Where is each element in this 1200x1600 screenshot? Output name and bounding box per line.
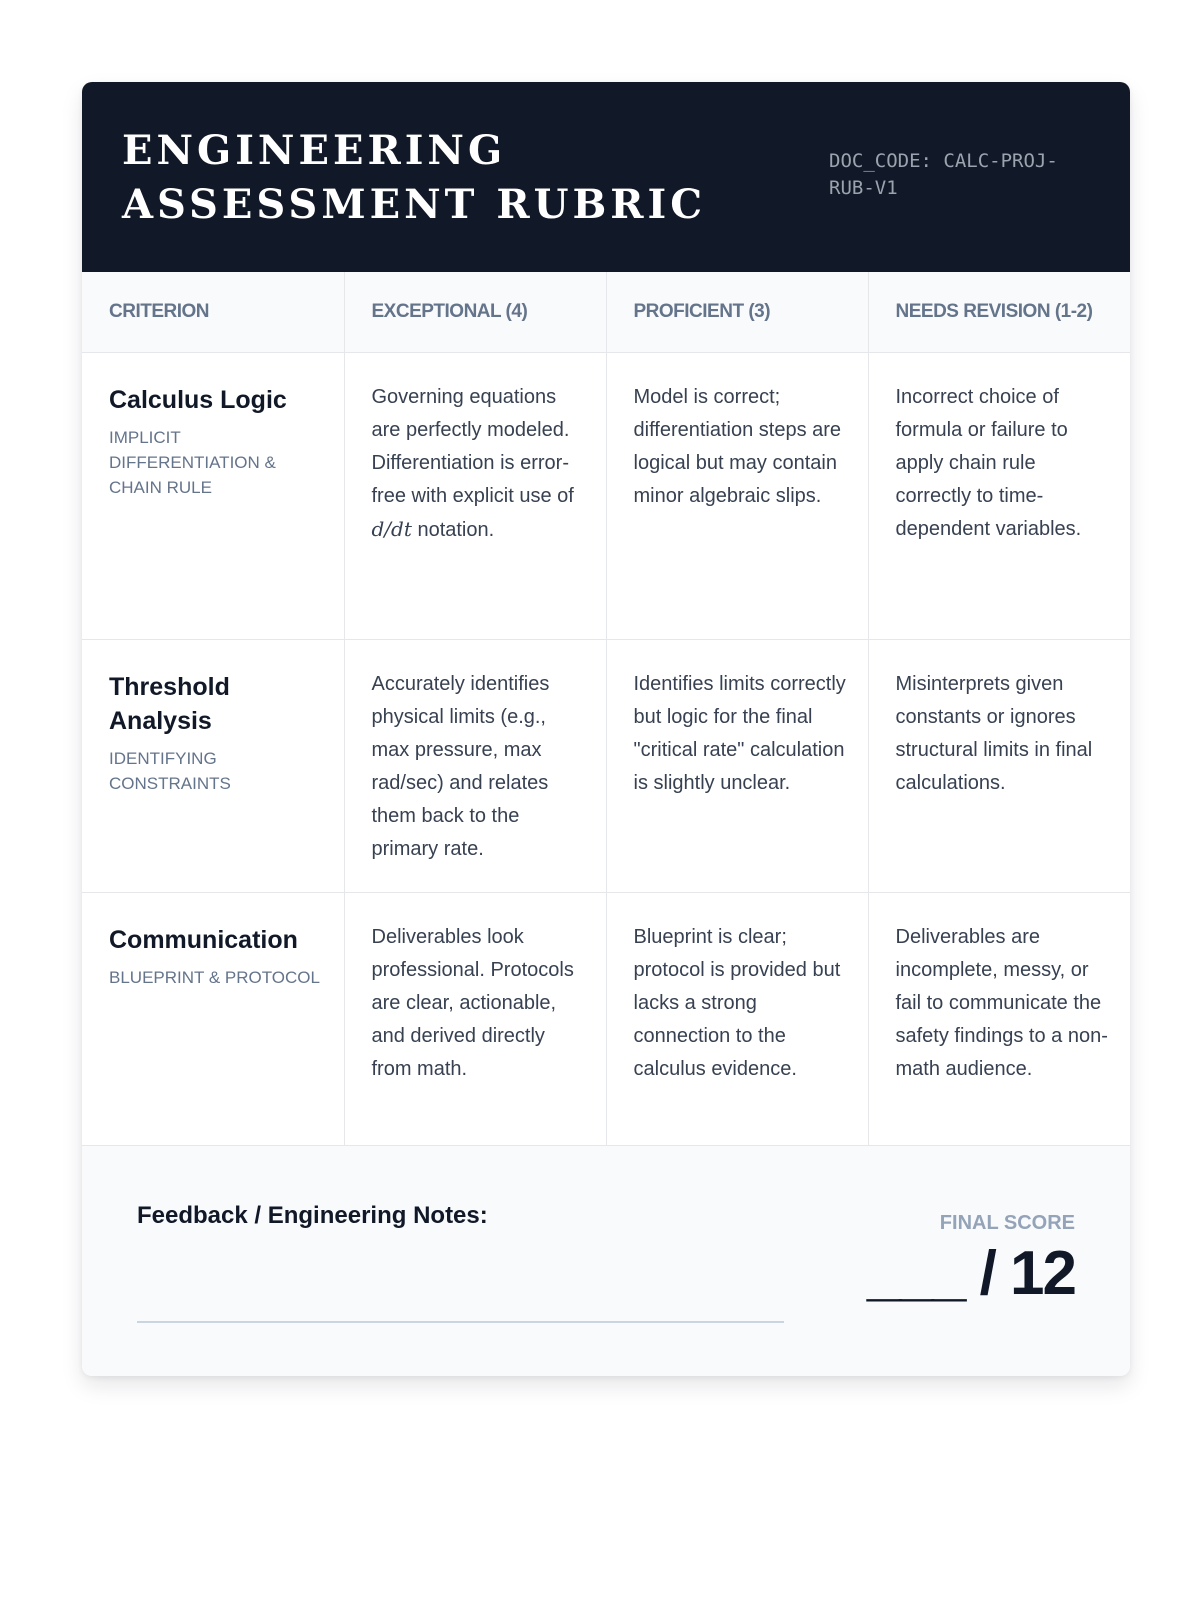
proficient-cell: Model is correct; differentiation steps are logical but may contain minor algebraic slips. xyxy=(606,353,868,640)
proficient-cell: Blueprint is clear; protocol is provided but lacks a strong connection to the calculus evidence. xyxy=(606,893,868,1146)
criterion-cell xyxy=(82,893,344,1146)
exceptional-cell xyxy=(344,353,606,640)
criterion-name: Threshold Analysis xyxy=(109,673,230,735)
criterion-subtitle: BLUEPRINT & PROTOCOL xyxy=(109,968,320,987)
table-header-row xyxy=(82,272,1130,353)
feedback-label: Feedback / Engineering Notes: xyxy=(137,1202,488,1229)
criterion-cell xyxy=(82,640,344,893)
exceptional-text: Governing equations are perfectly modeled. Differentiation is error-free with explicit use of xyxy=(371,386,574,507)
exceptional-text-end: notation. xyxy=(411,519,495,541)
criterion-cell xyxy=(82,353,344,640)
criterion-name: Communication xyxy=(109,926,298,954)
page-title: ENGINEERING ASSESSMENT RUBRIC xyxy=(122,127,707,228)
final-score-value: ___ / 12 xyxy=(866,1239,1075,1308)
rubric-footer xyxy=(82,1146,1130,1376)
column-header-proficient: PROFICIENT (3) xyxy=(606,272,868,353)
criterion-name: Calculus Logic xyxy=(109,386,287,414)
table-row xyxy=(82,353,1130,640)
table-row xyxy=(82,893,1130,1146)
criterion-subtitle: IDENTIFYING CONSTRAINTS xyxy=(109,749,231,793)
doc-code: DOC_CODE: CALC-PROJ-RUB-V1 xyxy=(829,150,1058,199)
exceptional-cell: Accurately identifies physical limits (e.g., max pressure, max rad/sec) and relates them back to the primary rate. xyxy=(344,640,606,893)
math-notation: d/dt xyxy=(371,517,412,541)
column-header-criterion: CRITERION xyxy=(82,272,344,353)
column-header-exceptional: EXCEPTIONAL (4) xyxy=(344,272,606,353)
needs-revision-cell: Incorrect choice of formula or failure to apply chain rule correctly to time-dependent variables. xyxy=(868,353,1130,640)
rubric-card xyxy=(82,82,1130,1376)
criterion-subtitle: IMPLICIT DIFFERENTIATION & CHAIN RULE xyxy=(109,428,276,497)
column-header-needs-revision: NEEDS REVISION (1-2) xyxy=(868,272,1130,353)
final-score-label: FINAL SCORE xyxy=(939,1212,1075,1234)
needs-revision-cell: Misinterprets given constants or ignores structural limits in final calculations. xyxy=(868,640,1130,893)
needs-revision-cell: Deliverables are incomplete, messy, or fail to communicate the safety findings to a non-math audience. xyxy=(868,893,1130,1146)
rubric-table xyxy=(82,272,1130,1146)
exceptional-cell: Deliverables look professional. Protocols are clear, actionable, and derived directly from math. xyxy=(344,893,606,1146)
rubric-header xyxy=(82,82,1130,272)
feedback-line[interactable] xyxy=(137,1321,784,1323)
table-row xyxy=(82,640,1130,893)
proficient-cell: Identifies limits correctly but logic for the final "critical rate" calculation is slightly unclear. xyxy=(606,640,868,893)
